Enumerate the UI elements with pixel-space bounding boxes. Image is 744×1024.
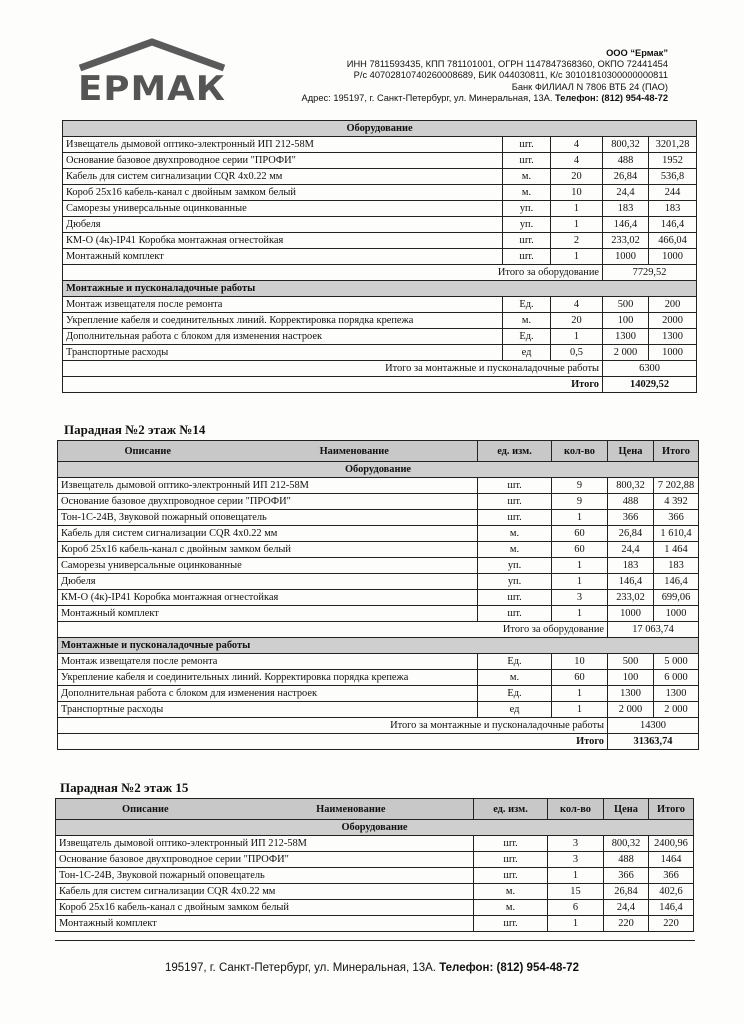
item-price: 100 <box>608 670 654 686</box>
item-price: 1300 <box>603 329 649 345</box>
item-qty: 60 <box>552 542 608 558</box>
item-qty: 4 <box>551 297 603 313</box>
column-header-unit: ед. изм. <box>478 441 552 462</box>
item-unit: шт. <box>478 590 552 606</box>
table-row <box>63 249 697 265</box>
item-total: 3201,28 <box>649 137 697 153</box>
item-total: 220 <box>649 916 694 932</box>
item-unit: Ед. <box>503 297 551 313</box>
column-header-name <box>58 441 478 462</box>
item-total: 1300 <box>654 686 699 702</box>
table-row <box>58 526 699 542</box>
item-price: 2 000 <box>608 702 654 718</box>
company-address: Адрес: 195197, г. Санкт-Петербург, ул. Минеральная, 13А. <box>301 92 553 103</box>
column-header-description: Описание <box>124 445 172 457</box>
item-qty: 1 <box>552 574 608 590</box>
column-header-price: Цена <box>604 799 649 820</box>
item-name: Извещатель дымовой оптико-электронный ИП 212-58М <box>56 836 474 852</box>
table-row <box>58 542 699 558</box>
item-unit: уп. <box>478 574 552 590</box>
item-price: 366 <box>608 510 654 526</box>
item-unit: шт. <box>474 868 548 884</box>
item-price: 488 <box>608 494 654 510</box>
column-header-total: Итого <box>649 799 694 820</box>
item-unit: м. <box>503 185 551 201</box>
item-unit: шт. <box>478 510 552 526</box>
item-price: 800,32 <box>603 137 649 153</box>
item-total: 699,06 <box>654 590 699 606</box>
item-unit: уп. <box>478 558 552 574</box>
item-total: 146,4 <box>649 217 697 233</box>
table-section-row <box>63 121 697 137</box>
table-row <box>58 494 699 510</box>
item-unit: шт. <box>503 249 551 265</box>
item-unit: м. <box>478 670 552 686</box>
item-qty: 0,5 <box>551 345 603 361</box>
table-row <box>63 297 697 313</box>
table-section-row <box>63 281 697 297</box>
item-qty: 1 <box>548 868 604 884</box>
item-total: 2400,96 <box>649 836 694 852</box>
logo-text: ЕРМАК <box>78 69 226 106</box>
item-qty: 4 <box>551 153 603 169</box>
item-name: Монтажный комплект <box>58 606 478 622</box>
item-price: 183 <box>603 201 649 217</box>
item-name: Дополнительная работа с блоком для изменения настроек <box>58 686 478 702</box>
item-total: 402,6 <box>649 884 694 900</box>
column-header-group <box>59 803 470 816</box>
footer-divider <box>55 940 695 941</box>
table-row <box>56 836 694 852</box>
item-total: 5 000 <box>654 654 699 670</box>
item-qty: 3 <box>548 852 604 868</box>
company-line-inn: ИНН 7811593435, КПП 781101001, ОГРН 1147847368360, ОКПО 72441454 <box>346 59 668 70</box>
item-unit: м. <box>478 542 552 558</box>
item-name: Извещатель дымовой оптико-электронный ИП 212-58М <box>58 478 478 494</box>
item-total: 200 <box>649 297 697 313</box>
table-row <box>56 852 694 868</box>
table-section-row <box>58 638 699 654</box>
item-total: 183 <box>654 558 699 574</box>
grand-total-row-label: Итого <box>58 734 608 750</box>
company-line-account: Р/с 40702810740260008689, БИК 044030811, К/с 30101810300000000811 <box>353 70 668 81</box>
grand-total-row-value: 14029,52 <box>603 377 697 393</box>
item-price: 366 <box>604 868 649 884</box>
table-row <box>56 916 694 932</box>
item-price: 488 <box>604 852 649 868</box>
item-price: 24,4 <box>608 542 654 558</box>
table-header-row <box>56 799 694 820</box>
item-qty: 1 <box>551 249 603 265</box>
item-name: Извещатель дымовой оптико-электронный ИП 212-58М <box>63 137 503 153</box>
table-row <box>58 590 699 606</box>
estimate-table-3-body <box>56 799 694 932</box>
item-price: 800,32 <box>608 478 654 494</box>
item-qty: 1 <box>552 686 608 702</box>
table-row <box>63 153 697 169</box>
table-row <box>63 185 697 201</box>
item-total: 1 464 <box>654 542 699 558</box>
item-name: Основание базовое двухпроводное серии "ПРОФИ" <box>63 153 503 169</box>
grand-total-row-label: Итого <box>63 377 603 393</box>
table-row <box>58 606 699 622</box>
item-name: КМ-О (4к)-IP41 Коробка монтажная огнестойкая <box>63 233 503 249</box>
item-price: 26,84 <box>604 884 649 900</box>
item-price: 2 000 <box>603 345 649 361</box>
table-row <box>58 558 699 574</box>
item-price: 100 <box>603 313 649 329</box>
item-qty: 3 <box>552 590 608 606</box>
item-total: 366 <box>654 510 699 526</box>
column-header-name <box>56 799 474 820</box>
item-name: Кабель для систем сигнализации CQR 4x0.22 мм <box>63 169 503 185</box>
column-header-qty: кол-во <box>552 441 608 462</box>
item-name: Монтаж извещателя после ремонта <box>58 654 478 670</box>
item-price: 24,4 <box>604 900 649 916</box>
item-name: Основание базовое двухпроводное серии "ПРОФИ" <box>56 852 474 868</box>
item-name: Кабель для систем сигнализации CQR 4x0.22 мм <box>56 884 474 900</box>
item-unit: шт. <box>474 852 548 868</box>
estimate-table-1-body <box>63 121 697 393</box>
column-header-total: Итого <box>654 441 699 462</box>
item-qty: 2 <box>551 233 603 249</box>
equipment-total-row <box>58 622 699 638</box>
item-name: Монтаж извещателя после ремонта <box>63 297 503 313</box>
column-header-price: Цена <box>608 441 654 462</box>
section-label: Оборудование <box>56 820 694 836</box>
item-name: Укрепление кабеля и соединительных линий. Корректировка порядка крепежа <box>58 670 478 686</box>
column-header-description: Описание <box>122 803 169 815</box>
table-row <box>63 313 697 329</box>
item-unit: шт. <box>478 606 552 622</box>
table-row <box>56 900 694 916</box>
item-name: Дополнительная работа с блоком для изменения настроек <box>63 329 503 345</box>
section-label: Оборудование <box>63 121 697 137</box>
item-name: Основание базовое двухпроводное серии "ПРОФИ" <box>58 494 478 510</box>
item-price: 146,4 <box>608 574 654 590</box>
column-header-title: Наименование <box>319 445 389 457</box>
section-2-title: Парадная №2 этаж №14 <box>64 422 206 437</box>
item-name: Транспортные расходы <box>58 702 478 718</box>
item-price: 488 <box>603 153 649 169</box>
table-row <box>63 137 697 153</box>
works-total-row-value: 6300 <box>603 361 697 377</box>
estimate-table-2-body <box>58 441 699 750</box>
table-row <box>63 329 697 345</box>
column-header-qty: кол-во <box>548 799 604 820</box>
item-price: 800,32 <box>604 836 649 852</box>
table-row <box>58 654 699 670</box>
section-label: Монтажные и пусконаладочные работы <box>58 638 699 654</box>
item-price: 26,84 <box>608 526 654 542</box>
item-unit: шт. <box>503 137 551 153</box>
equipment-total-row-value: 17 063,74 <box>608 622 699 638</box>
section-label: Оборудование <box>58 462 699 478</box>
item-price: 1000 <box>603 249 649 265</box>
section-3-title: Парадная №2 этаж 15 <box>60 780 189 795</box>
item-total: 6 000 <box>654 670 699 686</box>
item-qty: 1 <box>552 702 608 718</box>
item-total: 1000 <box>649 345 697 361</box>
item-name: Монтажный комплект <box>56 916 474 932</box>
item-qty: 4 <box>551 137 603 153</box>
table-row <box>63 201 697 217</box>
item-qty: 1 <box>551 329 603 345</box>
table-row <box>58 510 699 526</box>
works-total-row <box>63 361 697 377</box>
table-row <box>56 884 694 900</box>
item-qty: 60 <box>552 526 608 542</box>
item-unit: ед <box>503 345 551 361</box>
item-qty: 1 <box>552 558 608 574</box>
item-price: 220 <box>604 916 649 932</box>
item-qty: 9 <box>552 494 608 510</box>
item-qty: 9 <box>552 478 608 494</box>
item-price: 146,4 <box>603 217 649 233</box>
item-unit: м. <box>503 169 551 185</box>
item-total: 4 392 <box>654 494 699 510</box>
item-name: Тон-1С-24В, Звуковой пожарный оповещатель <box>56 868 474 884</box>
item-unit: м. <box>474 884 548 900</box>
item-price: 500 <box>603 297 649 313</box>
equipment-total-row-label: Итого за оборудование <box>58 622 608 638</box>
item-price: 233,02 <box>608 590 654 606</box>
item-name: Транспортные расходы <box>63 345 503 361</box>
item-qty: 10 <box>551 185 603 201</box>
grand-total-row <box>58 734 699 750</box>
item-total: 1000 <box>649 249 697 265</box>
item-price: 24,4 <box>603 185 649 201</box>
equipment-total-row-value: 7729,52 <box>603 265 697 281</box>
item-qty: 60 <box>552 670 608 686</box>
company-name: ООО “Ермак” <box>606 48 668 58</box>
item-total: 536,8 <box>649 169 697 185</box>
item-qty: 1 <box>551 201 603 217</box>
item-price: 233,02 <box>603 233 649 249</box>
item-unit: уп. <box>503 217 551 233</box>
page-footer <box>0 962 744 974</box>
item-name: Саморезы универсальные оцинкованные <box>58 558 478 574</box>
table-row <box>63 345 697 361</box>
item-price: 1300 <box>608 686 654 702</box>
table-row <box>58 478 699 494</box>
item-name: Саморезы универсальные оцинкованные <box>63 201 503 217</box>
item-name: Дюбеля <box>58 574 478 590</box>
table-row <box>63 233 697 249</box>
item-unit: ед <box>478 702 552 718</box>
section-label: Монтажные и пусконаладочные работы <box>63 281 697 297</box>
item-total: 366 <box>649 868 694 884</box>
footer-phone: Телефон: (812) 954-48-72 <box>439 962 579 974</box>
item-qty: 1 <box>552 606 608 622</box>
company-line-bank: Банк ФИЛИАЛ N 7806 ВТБ 24 (ПАО) <box>511 81 668 92</box>
item-total: 466,04 <box>649 233 697 249</box>
works-total-row-label: Итого за монтажные и пусконаладочные работы <box>58 718 608 734</box>
item-name: Монтажный комплект <box>63 249 503 265</box>
item-qty: 1 <box>551 217 603 233</box>
table-row <box>56 868 694 884</box>
item-price: 26,84 <box>603 169 649 185</box>
item-unit: шт. <box>478 478 552 494</box>
item-total: 146,4 <box>654 574 699 590</box>
company-details <box>238 48 668 104</box>
item-total: 244 <box>649 185 697 201</box>
item-unit: уп. <box>503 201 551 217</box>
item-price: 500 <box>608 654 654 670</box>
item-qty: 1 <box>552 510 608 526</box>
item-name: Короб 25х16 кабель-канал с двойным замком белый <box>58 542 478 558</box>
works-total-row-label: Итого за монтажные и пусконаладочные работы <box>63 361 603 377</box>
item-total: 1464 <box>649 852 694 868</box>
item-qty: 20 <box>551 169 603 185</box>
table-row <box>58 702 699 718</box>
table-row <box>58 574 699 590</box>
item-total: 146,4 <box>649 900 694 916</box>
equipment-total-row <box>63 265 697 281</box>
estimate-table-1 <box>62 120 697 393</box>
column-header-title: Наименование <box>316 803 386 815</box>
equipment-total-row-label: Итого за оборудование <box>63 265 603 281</box>
item-total: 1300 <box>649 329 697 345</box>
item-unit: шт. <box>503 153 551 169</box>
column-header-unit: ед. изм. <box>474 799 548 820</box>
item-name: Дюбеля <box>63 217 503 233</box>
column-header-group <box>61 445 474 458</box>
table-row <box>58 670 699 686</box>
company-logo <box>72 38 232 106</box>
table-row <box>58 686 699 702</box>
grand-total-row-value: 31363,74 <box>608 734 699 750</box>
item-name: Укрепление кабеля и соединительных линий. Корректировка порядка крепежа <box>63 313 503 329</box>
footer-address: 195197, г. Санкт-Петербург, ул. Минеральная, 13А. <box>165 962 436 974</box>
item-price: 1000 <box>608 606 654 622</box>
item-name: КМ-О (4к)-IP41 Коробка монтажная огнестойкая <box>58 590 478 606</box>
item-qty: 10 <box>552 654 608 670</box>
item-name: Короб 25х16 кабель-канал с двойным замком белый <box>63 185 503 201</box>
estimate-table-3 <box>55 798 694 932</box>
item-total: 1000 <box>654 606 699 622</box>
works-total-row-value: 14300 <box>608 718 699 734</box>
item-qty: 20 <box>551 313 603 329</box>
item-unit: шт. <box>478 494 552 510</box>
item-qty: 6 <box>548 900 604 916</box>
item-total: 1 610,4 <box>654 526 699 542</box>
item-unit: шт. <box>503 233 551 249</box>
item-unit: шт. <box>474 836 548 852</box>
item-total: 7 202,88 <box>654 478 699 494</box>
table-row <box>63 169 697 185</box>
company-line-address <box>238 93 668 104</box>
item-qty: 1 <box>548 916 604 932</box>
works-total-row <box>58 718 699 734</box>
item-name: Тон-1С-24В, Звуковой пожарный оповещатель <box>58 510 478 526</box>
grand-total-row <box>63 377 697 393</box>
item-qty: 15 <box>548 884 604 900</box>
item-unit: Ед. <box>478 686 552 702</box>
item-total: 1952 <box>649 153 697 169</box>
item-qty: 3 <box>548 836 604 852</box>
item-unit: Ед. <box>503 329 551 345</box>
item-unit: шт. <box>474 916 548 932</box>
item-price: 183 <box>608 558 654 574</box>
table-row <box>63 217 697 233</box>
item-name: Кабель для систем сигнализации CQR 4x0.22 мм <box>58 526 478 542</box>
item-total: 2 000 <box>654 702 699 718</box>
item-unit: м. <box>478 526 552 542</box>
estimate-table-2 <box>57 440 699 750</box>
table-section-row <box>58 462 699 478</box>
company-phone: Телефон: (812) 954-48-72 <box>555 92 668 103</box>
table-section-row <box>56 820 694 836</box>
item-total: 2000 <box>649 313 697 329</box>
item-unit: м. <box>503 313 551 329</box>
item-unit: Ед. <box>478 654 552 670</box>
table-header-row <box>58 441 699 462</box>
item-total: 183 <box>649 201 697 217</box>
item-name: Короб 25х16 кабель-канал с двойным замком белый <box>56 900 474 916</box>
item-unit: м. <box>474 900 548 916</box>
